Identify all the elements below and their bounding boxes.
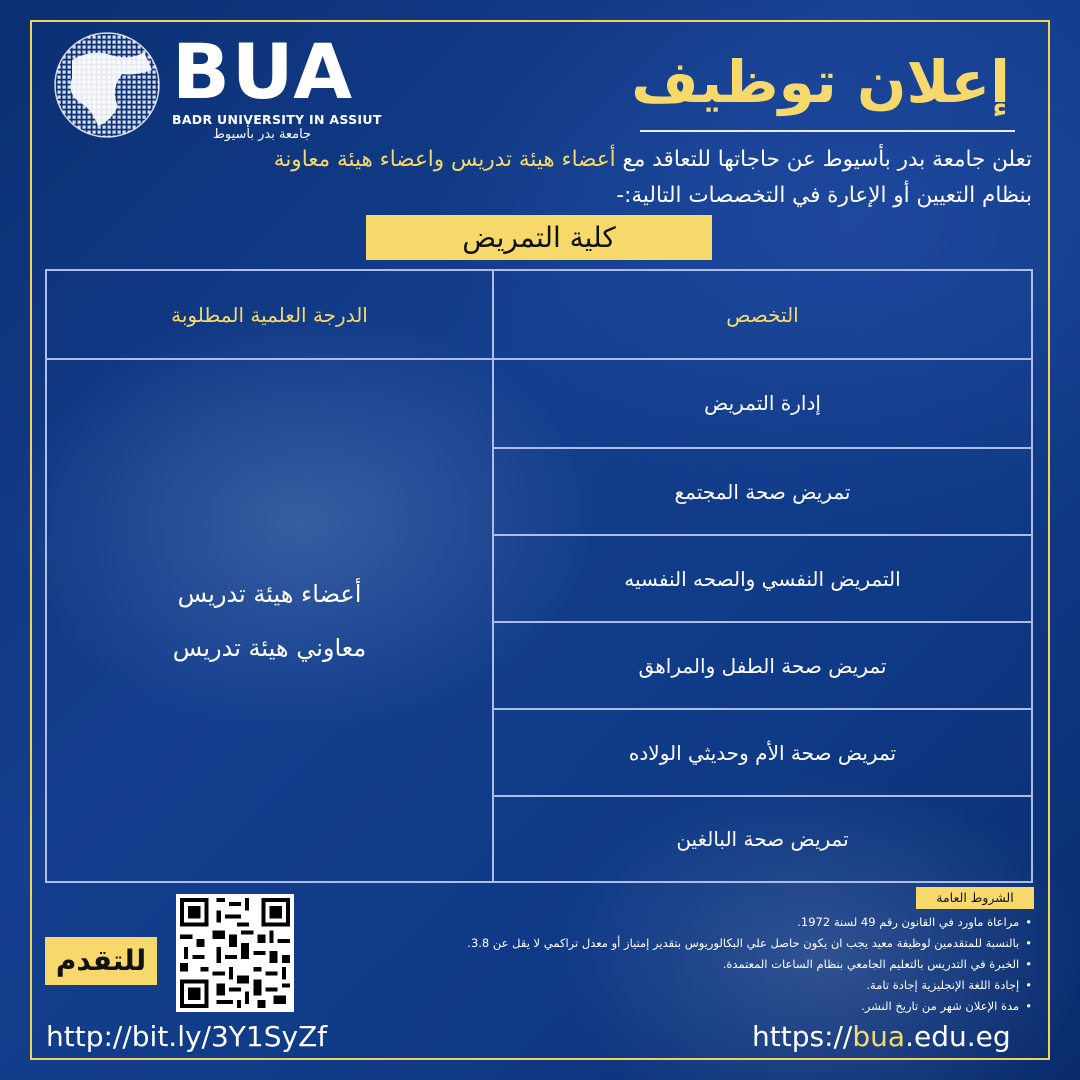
degree-cell [47, 360, 492, 881]
header-specialty: التخصص [726, 302, 799, 327]
terms-list [312, 912, 1032, 1017]
terms-heading: الشروط العامة [916, 887, 1034, 909]
globe-icon [52, 30, 162, 140]
intro-text [32, 142, 1032, 214]
apply-button[interactable]: للتقدم [45, 937, 157, 985]
list-item: • مدة الإعلان شهر من تاريخ النشر. [312, 996, 1032, 1017]
website-prefix: https:// [752, 1020, 853, 1053]
intro-line1: تعلن جامعة بدر بأسيوط عن حاجاتها للتعاقد مع [615, 147, 1032, 172]
table-row: تمريض صحة البالغين [494, 795, 1031, 881]
header-degree: الدرجة العلمية المطلوبة [171, 302, 368, 327]
specialties-table [45, 269, 1033, 883]
table-row: التمريض النفسي والصحه النفسيه [494, 534, 1031, 621]
qr-code-icon[interactable] [176, 894, 294, 1012]
faculty-banner: كلية التمريض [366, 215, 712, 260]
list-item: • بالنسبة للمتقدمين لوظيفة معيد يجب ان يكون حاصل علي البكالوريوس بتقدير إمتياز أو معدل تراكمي لا يقل عن 3.8. [312, 933, 1032, 954]
apply-link[interactable]: http://bit.ly/3Y1SyZf [46, 1020, 328, 1053]
website-link[interactable] [752, 1020, 1011, 1053]
table-row: تمريض صحة الطفل والمراهق [494, 621, 1031, 708]
list-item: • إجادة اللغة الإنجليزية إجادة تامة. [312, 975, 1032, 996]
intro-highlight: أعضاء هيئة تدريس واعضاء هيئة معاونة [273, 147, 616, 172]
list-item: • مراعاة ماورد في القانون رقم 49 لسنة 1972. [312, 912, 1032, 933]
university-logo [52, 27, 382, 150]
degree-faculty-members: أعضاء هيئة تدريس [177, 579, 362, 608]
brand-logotype: BUA [172, 27, 355, 116]
website-suffix: .edu.eg [905, 1020, 1011, 1053]
degree-assistant-staff: معاوني هيئة تدريس [172, 633, 367, 662]
university-name-en: BADR UNIVERSITY IN ASSIUT [172, 112, 382, 127]
table-row: تمريض صحة المجتمع [494, 447, 1031, 534]
website-highlight: bua [852, 1020, 906, 1053]
university-name-ar: جامعة بدر بأسيوط [212, 127, 312, 142]
table-row: إدارة التمريض [704, 390, 821, 415]
list-item: • الخبرة في التدريس بالتعليم الجامعي بنظام الساعات المعتمدة. [312, 954, 1032, 975]
table-row: تمريض صحة الأم وحديثي الولاده [494, 708, 1031, 795]
intro-line2: بنظام التعيين أو الإعارة في التخصصات التالية:- [616, 183, 1032, 208]
page-title: إعلان توظيف [631, 48, 1010, 116]
title-divider [640, 130, 1015, 132]
